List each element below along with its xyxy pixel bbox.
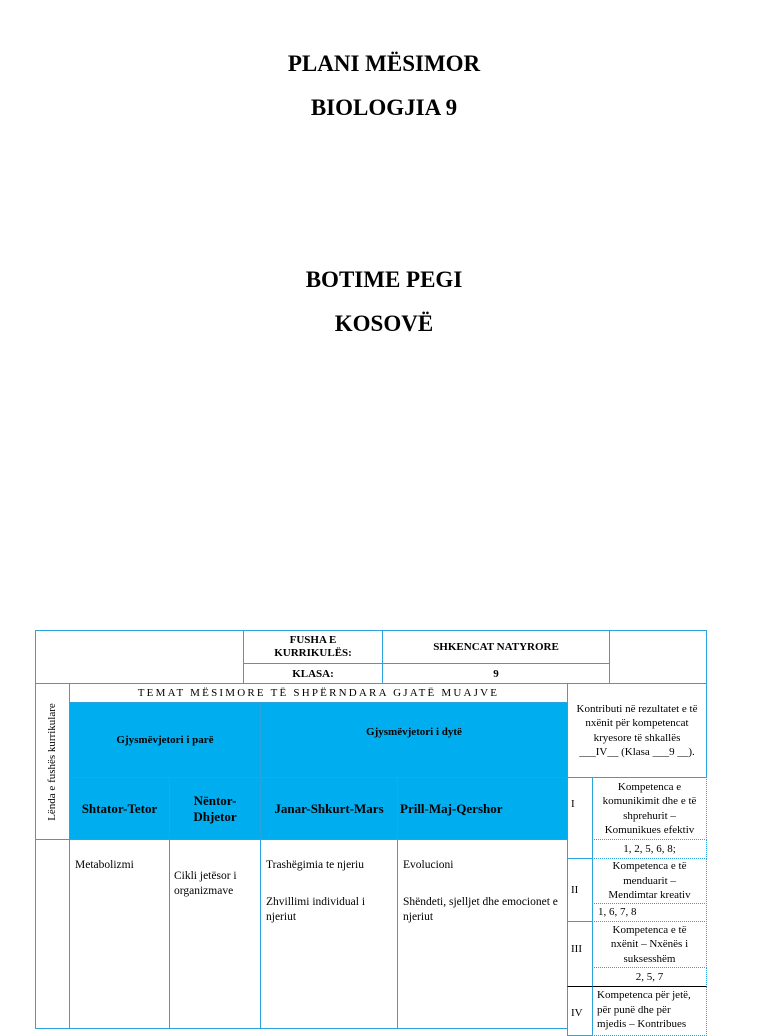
temat-header: TEMAT MËSIMORE TË SHPËRNDARA GJATË MUAJVE [69, 683, 568, 703]
topic-shendeti: Shëndeti, sjelljet dhe emocionet e njeriut [403, 896, 558, 923]
topic-metabolizmi: Metabolizmi [75, 859, 134, 871]
topic-cikli-jetesor: Cikli jetësor i organizmave [174, 870, 237, 897]
competence-1-name: Kompetenca e komunikimit dhe e të shprehurit – Komunikues efektiv [592, 777, 707, 840]
fusha-value: SHKENCAT NATYRORE [382, 630, 610, 664]
month-header-3: Janar-Shkurt-Mars [260, 777, 398, 840]
competence-3-name: Kompetenca e të nxënit – Nxënës i suksesshëm [592, 921, 707, 968]
topic-zhvillimi: Zhvillimi individual i njeriut [266, 896, 366, 923]
contribution-text: Kontributi në rezultatet e të nxënit për kompetencat kryesore të shkallës ___IV__ (Klasa ___9 __). [567, 683, 707, 778]
klasa-label: KLASA: [243, 663, 383, 684]
topic-evolucioni: Evolucioni [403, 859, 454, 871]
klasa-value: 9 [382, 663, 610, 684]
competence-2-results: 1, 6, 7, 8 [592, 903, 707, 922]
competence-2-roman: II [567, 858, 593, 922]
publisher-location: KOSOVË [334, 311, 434, 336]
side-label: Lënda e fushës kurrikulare [46, 703, 58, 821]
competence-1-roman: I [567, 777, 593, 859]
document-subtitle: BIOLOGJIA 9 [310, 95, 458, 120]
competence-3-results: 2, 5, 7 [592, 967, 707, 987]
month-header-2: Nëntor-Dhjetor [169, 777, 261, 840]
empty-right-cell [609, 630, 707, 684]
fusha-label: FUSHA E KURRIKULËS: [243, 630, 383, 664]
competence-1-results: 1, 2, 5, 6, 8; [592, 839, 707, 859]
semester-2-header: Gjysmëvjetori i dytë [260, 702, 568, 778]
competence-4-roman: IV [567, 986, 593, 1036]
month-header-4: Prill-Maj-Qershor [397, 777, 568, 840]
publisher-name: BOTIME PEGI [305, 267, 463, 292]
side-empty-cell [35, 839, 70, 1029]
topic-column-2 [169, 839, 261, 1029]
topic-trashegimia: Trashëgimia te njeriu [266, 859, 364, 871]
competence-3-roman: III [567, 921, 593, 987]
competence-2-name: Kompetenca e të menduarit – Mendimtar kreativ [592, 858, 707, 904]
empty-corner-cell [35, 630, 244, 684]
document-title: PLANI MËSIMOR [287, 51, 481, 76]
competence-4-name: Kompetenca për jetë, për punë dhe për mjedis – Kontribues [592, 986, 707, 1036]
month-header-1: Shtator-Tetor [69, 777, 170, 840]
semester-1-header: Gjysmëvjetori i parë [69, 702, 261, 778]
